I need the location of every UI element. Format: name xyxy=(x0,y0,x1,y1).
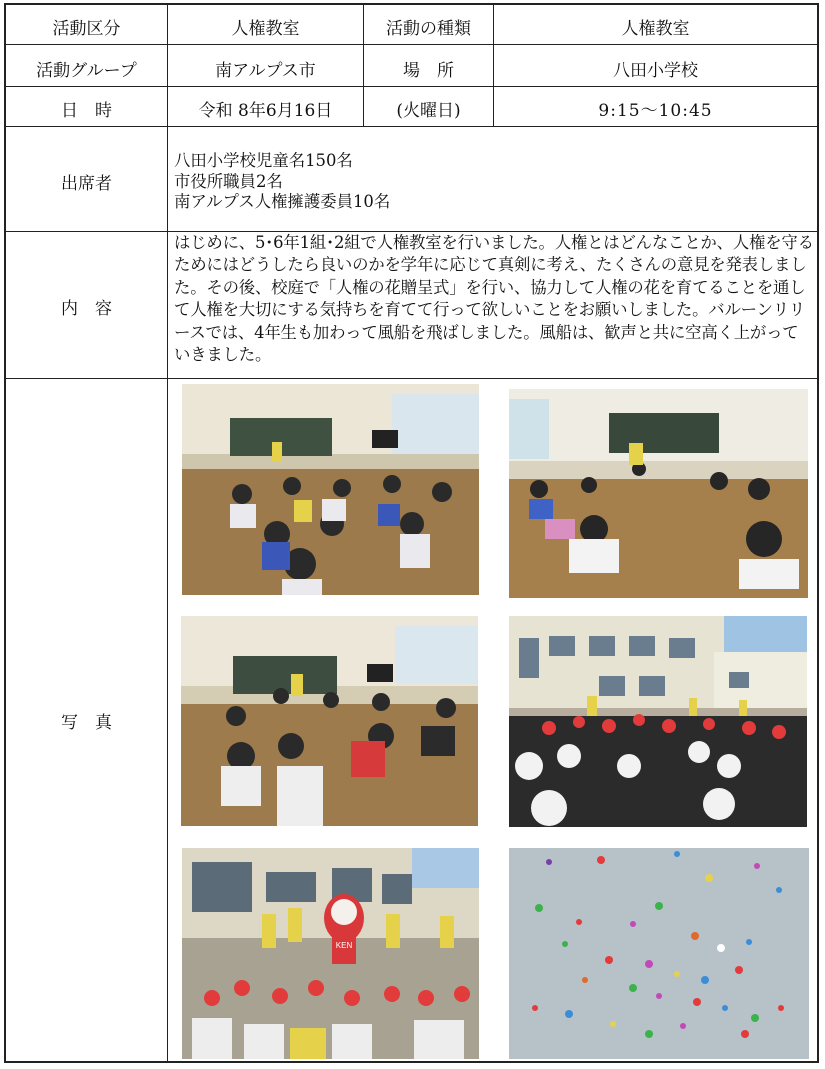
label-activity-group: 活動グループ xyxy=(36,61,137,81)
place-value: 八田小学校 xyxy=(613,61,698,81)
photo-classroom-3 xyxy=(181,616,478,826)
row-divider xyxy=(6,44,817,45)
attendee-line: 市役所職員2名 xyxy=(174,171,283,191)
label-datetime: 日 時 xyxy=(61,101,112,121)
column-divider xyxy=(167,5,168,1063)
row-divider xyxy=(6,378,817,379)
row-divider xyxy=(6,126,817,127)
photo-classroom-1 xyxy=(182,384,479,595)
activity-category-value: 人権教室 xyxy=(231,19,300,39)
activity-report-table xyxy=(4,3,819,1063)
content-paragraph: はじめに、5･6年1組･2組で人権教室を行いました。人権とはどんなことか、人権を守るためにはどうしたら良いのかを学年に応じて真剣に考え、たくさんの意見を発表しました。その後、校庭で「人権の花贈呈式」を行い、協力して人権の花を育てることを通して人権を大切にする気持ちを育てて行って欲しいことをお願いしました。バルーンリリースでは、4年生も加わって風船を飛ばしました。風船は、歓声と共に空高く上がっていきました。 xyxy=(174,233,814,365)
attendee-line: 南アルプス人権擁護委員10名 xyxy=(174,192,391,211)
attendee-line: 八田小学校児童名150名 xyxy=(174,151,353,170)
photo-balloon-release xyxy=(509,848,809,1059)
photo-schoolyard-1 xyxy=(509,616,807,827)
photo-mascot-ceremony xyxy=(182,848,479,1059)
row-divider xyxy=(6,86,817,87)
activity-group-value: 南アルプス市 xyxy=(215,61,316,81)
date-value: 令和 8年6月16日 xyxy=(198,101,333,121)
label-activity-type: 活動の種類 xyxy=(386,19,471,39)
label-activity-category: 活動区分 xyxy=(52,19,121,39)
activity-type-value: 人権教室 xyxy=(621,19,690,39)
attendees-list xyxy=(174,151,390,213)
weekday-value: (火曜日) xyxy=(396,101,461,121)
mascot-label: KEN xyxy=(335,941,353,950)
label-place: 場 所 xyxy=(403,61,454,81)
time-value: 9:15～10:45 xyxy=(598,101,713,121)
label-photos: 写 真 xyxy=(61,713,112,733)
label-content: 内 容 xyxy=(61,299,112,319)
label-attendees: 出席者 xyxy=(61,174,112,194)
photo-classroom-2 xyxy=(509,389,808,598)
